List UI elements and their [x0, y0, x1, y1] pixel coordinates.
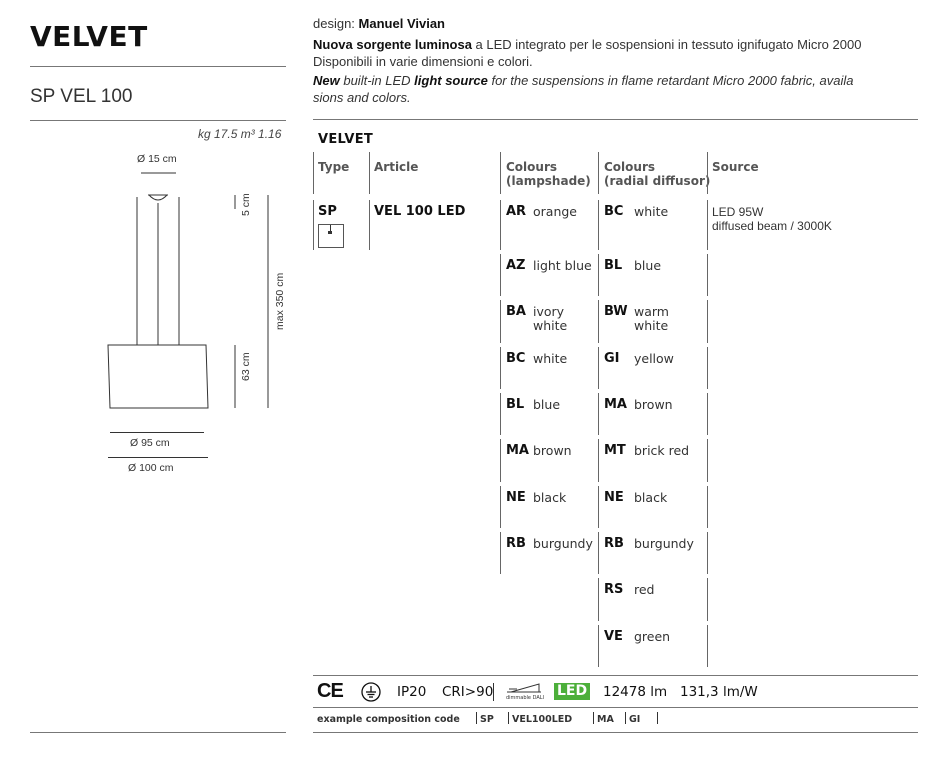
shade-colour-code: AZ — [506, 258, 526, 273]
column-rule — [598, 625, 599, 667]
ground-symbol-icon — [360, 681, 382, 703]
column-rule — [500, 439, 501, 482]
column-rule — [707, 254, 708, 296]
diffuser-colour-code: GI — [604, 351, 620, 366]
description-it-line1: Nuova sorgente luminosa a LED integrato per le sospensioni in tessuto ignifugato Micro 2000 — [313, 37, 862, 52]
shade-colour-name: ivory white — [533, 304, 568, 333]
column-rule — [598, 439, 599, 482]
diffuser-colour-name: burgundy — [634, 536, 694, 551]
column-rule — [598, 578, 599, 621]
product-name: VELVET — [30, 20, 148, 53]
column-rule — [707, 625, 708, 667]
column-rule — [500, 254, 501, 296]
diffuser-colour-code: MT — [604, 443, 626, 458]
cri-rating: CRI>90 — [442, 684, 494, 700]
header-article: Article — [374, 160, 419, 174]
shade-colour-code: BA — [506, 304, 526, 319]
subtitle-divider — [30, 120, 286, 121]
diffuser-colour-name: white — [634, 204, 669, 219]
description-en-line1: New built-in LED light source for the suspensions in flame retardant Micro 2000 fabric, availa — [313, 73, 854, 88]
article-code: VEL 100 LED — [374, 204, 466, 219]
example-part-shade: MA — [597, 714, 614, 725]
luminous-flux: 12478 lm — [603, 684, 668, 700]
dali-label: dimmable DALI — [505, 695, 545, 701]
diffuser-colour-name: brown — [634, 397, 673, 412]
diffuser-colour-code: BC — [604, 204, 624, 219]
diffuser-colour-name: warm white — [634, 304, 669, 333]
design-label: design: — [313, 16, 355, 31]
header-colours-diffuser: Colours (radial diffusor) — [604, 160, 711, 188]
footer-mid-divider — [313, 707, 918, 708]
description-en-line2: sions and colors. — [313, 90, 411, 105]
inner-diameter: Ø 95 cm — [130, 437, 170, 449]
designer-line — [313, 16, 445, 31]
column-rule — [707, 300, 708, 343]
column-rule — [598, 347, 599, 389]
canopy-diameter: Ø 15 cm — [137, 153, 177, 165]
canopy-shape — [149, 195, 167, 200]
diffuser-colour-name: brick red — [634, 443, 690, 458]
example-part-diffuser: GI — [629, 714, 641, 725]
column-rule — [500, 300, 501, 343]
shade-colour-name: black — [533, 490, 567, 505]
column-rule — [707, 578, 708, 621]
column-rule — [598, 486, 599, 528]
shade-colour-name: white — [533, 351, 568, 366]
source-info: LED 95W diffused beam / 3000K — [712, 205, 832, 233]
column-rule — [707, 200, 708, 250]
diffuser-colour-code: BW — [604, 304, 628, 319]
weight-volume: kg 17.5 m³ 1.16 — [198, 127, 282, 141]
shade-colour-name: blue — [533, 397, 561, 412]
shade-colour-name: orange — [533, 204, 577, 219]
shade-colour-code: AR — [506, 204, 527, 219]
led-badge: LED — [554, 683, 590, 700]
column-rule — [707, 439, 708, 482]
column-rule — [598, 393, 599, 435]
diffuser-colour-name: yellow — [634, 351, 674, 366]
diffuser-colour-code: MA — [604, 397, 627, 412]
shade-height: 63 cm — [240, 352, 252, 381]
column-rule — [598, 300, 599, 343]
column-rule — [598, 200, 599, 250]
table-title: VELVET — [318, 132, 374, 147]
diffuser-colour-code: BL — [604, 258, 623, 273]
ce-mark-icon: CE — [317, 680, 343, 702]
column-rule — [500, 200, 501, 250]
example-part-type: SP — [480, 714, 494, 725]
max-length: max 350 cm — [274, 272, 286, 330]
diffuser-colour-name: green — [634, 629, 671, 644]
shade-colour-code: BL — [506, 397, 525, 412]
shade-colour-code: MA — [506, 443, 529, 458]
column-rule — [707, 532, 708, 574]
example-label: example composition code — [317, 714, 460, 725]
footer-bottom-divider — [313, 732, 918, 733]
diffuser-colour-code: RB — [604, 536, 624, 551]
product-code: SP VEL 100 — [30, 86, 133, 107]
diffuser-colour-name: black — [634, 490, 668, 505]
column-rule — [500, 486, 501, 528]
diffuser-colour-code: VE — [604, 629, 623, 644]
header-colours-shade: Colours (lampshade) — [506, 160, 591, 188]
column-rule — [598, 254, 599, 296]
ip-rating: IP20 — [397, 684, 427, 700]
shade-colour-name: burgundy — [533, 536, 593, 551]
pendant-type-icon — [318, 224, 344, 248]
diffuser-colour-code: NE — [604, 490, 624, 505]
description-it-line2: Disponibili in varie dimensioni e colori. — [313, 54, 533, 69]
canopy-height: 5 cm — [240, 193, 252, 216]
header-source: Source — [712, 160, 759, 174]
example-part-article: VEL100LED — [512, 714, 573, 725]
diffuser-colour-code: RS — [604, 582, 624, 597]
type-code: SP — [318, 204, 337, 219]
diffuser-colour-name: red — [634, 582, 655, 597]
shade-colour-name: brown — [533, 443, 572, 458]
shade-colour-code: RB — [506, 536, 526, 551]
outer-diameter: Ø 100 cm — [128, 462, 174, 474]
column-rule — [707, 347, 708, 389]
shade-colour-name: light blue — [533, 258, 592, 273]
column-rule — [500, 347, 501, 389]
header-type: Type — [318, 160, 350, 174]
shade-colour-code: BC — [506, 351, 526, 366]
shade-colour-code: NE — [506, 490, 526, 505]
left-bottom-divider — [30, 732, 286, 733]
lamp-drawing — [100, 168, 300, 418]
header-divider — [313, 119, 918, 120]
shade-shape — [108, 345, 208, 408]
column-rule — [707, 393, 708, 435]
column-rule — [707, 486, 708, 528]
designer-name: Manuel Vivian — [358, 16, 446, 31]
diffuser-colour-name: blue — [634, 258, 662, 273]
luminous-efficacy: 131,3 lm/W — [680, 684, 758, 700]
title-divider — [30, 66, 286, 67]
footer-top-divider — [313, 675, 918, 676]
column-rule — [500, 393, 501, 435]
column-rule — [500, 532, 501, 574]
column-rule — [598, 532, 599, 574]
